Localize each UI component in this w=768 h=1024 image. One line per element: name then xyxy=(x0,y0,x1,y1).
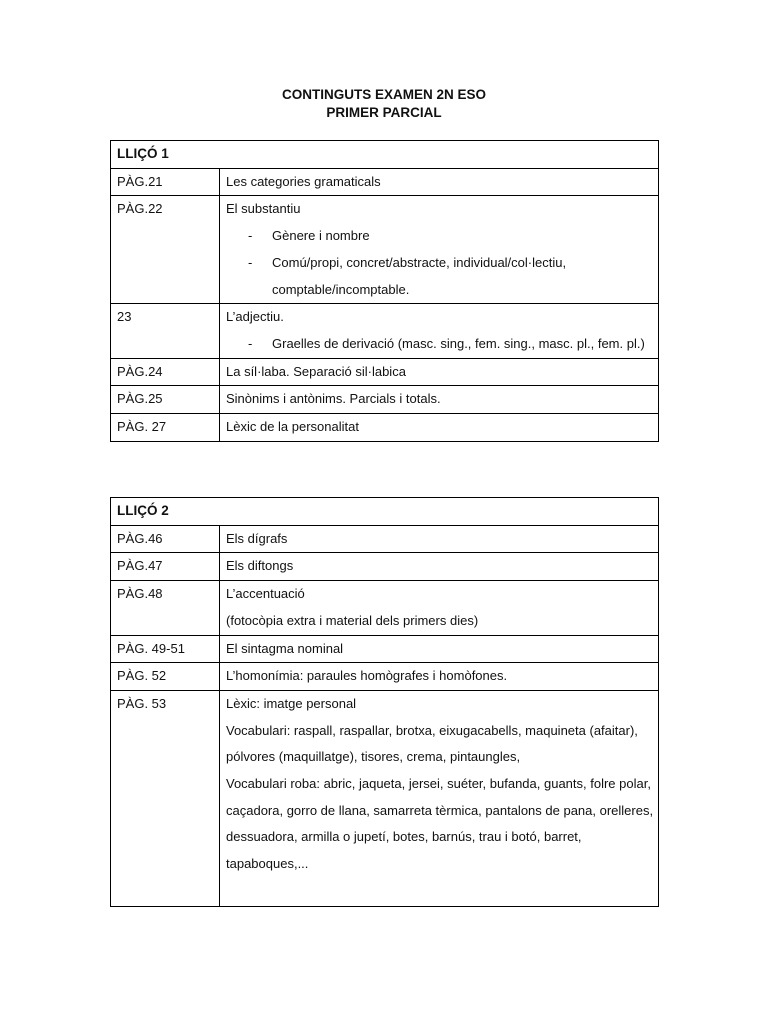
bullet-dash: - xyxy=(248,335,253,351)
document-title: CONTINGUTS EXAMEN 2N ESO xyxy=(281,87,487,102)
table-row xyxy=(111,414,659,442)
topic-cell xyxy=(220,196,659,304)
vocabulary-list: Vocabulari: raspall, raspallar, brotxa, eixugacabells, maquineta (afaitar), pólvores (maquillatge), tisores, crema, pintaungles, xyxy=(226,722,638,765)
table-row xyxy=(111,553,659,581)
table-row xyxy=(111,525,659,553)
page-ref: PÀG. 52 xyxy=(111,663,220,691)
table-row xyxy=(111,358,659,386)
vocabulary-clothing-list: Vocabulari roba: abric, jaqueta, jersei, suéter, bufanda, guants, folre polar, caçadora, gorro de llana, samarreta tèrmica, pantalons de pana, orelleres, dessuadora, armilla o jupetí, botes, barnús, trau i botó, barret, tapaboques,... xyxy=(226,776,654,872)
table-row xyxy=(111,690,659,906)
topic: Les categories gramaticals xyxy=(220,168,659,196)
bullet-dash: - xyxy=(248,254,253,270)
topic: Sinònims i antònims. Parcials i totals. xyxy=(220,386,659,414)
bullet-dash: - xyxy=(248,228,253,244)
table-row xyxy=(111,386,659,414)
topic-cell xyxy=(220,581,659,635)
table-row xyxy=(111,635,659,663)
topic: Els diftongs xyxy=(220,553,659,581)
table-row xyxy=(111,663,659,691)
topic: Els dígrafs xyxy=(220,525,659,553)
bullet-item xyxy=(248,250,658,303)
page-ref: PÀG.22 xyxy=(111,196,220,304)
bullet-item xyxy=(248,223,658,250)
page-ref: PÀG.21 xyxy=(111,168,220,196)
topic: Lèxic: imatge personal xyxy=(226,695,357,711)
bullet-item xyxy=(248,331,658,358)
topic: El sintagma nominal xyxy=(220,635,659,663)
topic: L’homonímia: paraules homògrafes i homòfones. xyxy=(220,663,659,691)
cell-spacer xyxy=(226,878,658,906)
table-row xyxy=(111,168,659,196)
topic: L’adjectiu. xyxy=(226,309,284,325)
page-ref: PÀG.24 xyxy=(111,358,220,386)
topic: Lèxic de la personalitat xyxy=(220,414,659,442)
lesson-heading-row xyxy=(111,498,659,526)
document-subtitle: PRIMER PARCIAL xyxy=(326,105,442,120)
page-ref: PÀG. 49-51 xyxy=(111,635,220,663)
lesson-heading-row xyxy=(111,141,659,169)
page-ref: 23 xyxy=(111,304,220,358)
topic: El substantiu xyxy=(226,201,301,217)
bullet-text: Graelles de derivació (masc. sing., fem. sing., masc. pl., fem. pl.) xyxy=(272,335,645,351)
page-ref: PÀG.47 xyxy=(111,553,220,581)
page-ref: PÀG. 27 xyxy=(111,414,220,442)
table-row xyxy=(111,196,659,304)
topic-cell xyxy=(220,304,659,358)
lesson-2-table xyxy=(110,497,659,907)
page-ref: PÀG. 53 xyxy=(111,690,220,906)
page-ref: PÀG.48 xyxy=(111,581,220,635)
page-ref: PÀG.46 xyxy=(111,525,220,553)
lesson-2-heading: LLIÇÓ 2 xyxy=(111,498,659,526)
bullet-text: Gènere i nombre xyxy=(272,228,370,244)
topic: La síl·laba. Separació sil·labica xyxy=(220,358,659,386)
table-row xyxy=(111,304,659,358)
topic-cell xyxy=(220,690,659,906)
lesson-1-heading: LLIÇÓ 1 xyxy=(111,141,659,169)
lesson-1-table xyxy=(110,140,659,442)
topic-note: (fotocòpia extra i material dels primers dies) xyxy=(226,612,479,628)
topic: L’accentuació xyxy=(226,586,305,602)
table-row xyxy=(111,581,659,635)
page-ref: PÀG.25 xyxy=(111,386,220,414)
bullet-text: Comú/propi, concret/abstracte, individual/col·lectiu, comptable/incomptable. xyxy=(272,254,567,297)
